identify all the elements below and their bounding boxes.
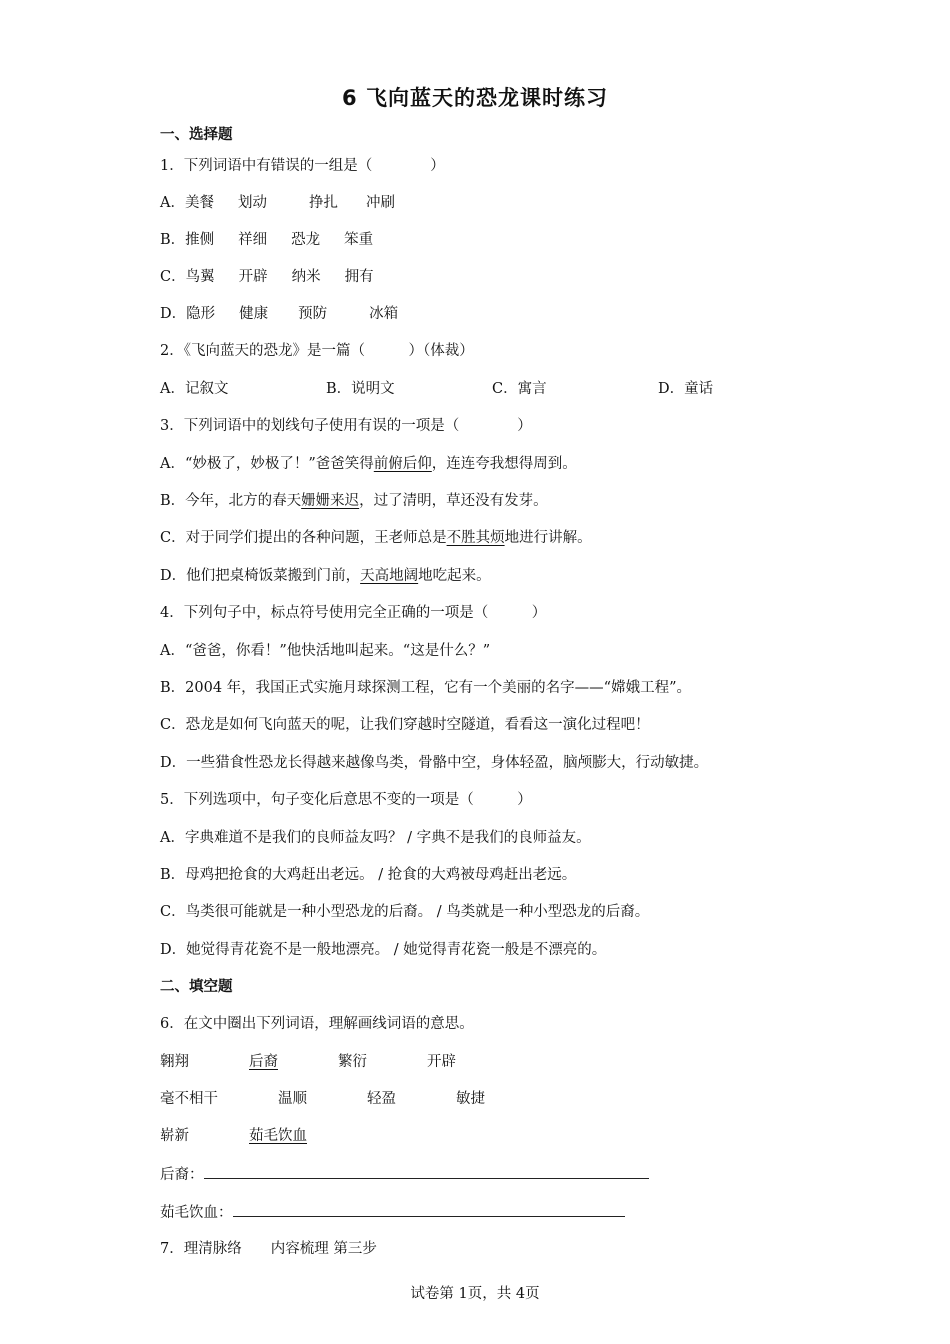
option-text: 地吃起来。 [418,568,491,584]
answer-blank[interactable] [233,1202,625,1217]
question-1-stem: 1．下列词语中有错误的一组是（ ） [160,158,445,174]
option-label: B． [160,232,186,248]
option-word: 隐形 [186,306,216,322]
question-3-option-d [160,566,491,586]
word-row-1 [160,1052,456,1072]
question-1-option-a [160,193,395,213]
word-row-3 [160,1126,307,1146]
option-label: A． [160,195,185,211]
option-text: B．今年，北方的春天 [160,493,302,509]
option-word: 冲刷 [365,195,395,211]
question-3-option-c [160,528,592,548]
section-heading-choice: 一、选择题 [160,127,233,143]
option-word: 划动 [237,195,267,211]
vocab-word-underlined: 茹毛饮血 [249,1128,307,1144]
answer-blank[interactable] [204,1164,649,1179]
question-5-stem: 5．下列选项中，句子变化后意思不变的一项是（ ） [160,792,532,808]
question-2-stem: 2．《飞向蓝天的恐龙》是一篇（ ）（体裁） [160,343,474,359]
option-text: ，过了清明，草还没有发芽。 [359,493,548,509]
answer-line-1 [160,1164,649,1185]
question-4-option-c: C．恐龙是如何飞向蓝天的呢，让我们穿越时空隧道，看看这一演化过程吧！ [160,717,650,733]
question-1-option-c [160,267,374,287]
underlined-phrase: 前俯后仰 [373,456,432,472]
option-label: D． [160,306,187,322]
option-word: 健康 [239,306,269,322]
option-word: 鸟翼 [185,269,215,285]
question-4-stem: 4．下列句子中，标点符号使用完全正确的一项是（ ） [160,605,547,621]
option-word: 推侧 [185,232,215,248]
section-heading-fill: 二、填空题 [160,979,233,995]
vocab-word: 敏捷 [456,1091,485,1107]
vocab-word: 温顺 [278,1091,307,1107]
question-1-option-b [160,230,373,250]
page-footer: 试卷第 1页，共 4页 [410,1286,540,1302]
question-2-option-c: C．寓言 [492,381,547,397]
option-text: D．他们把桌椅饭菜搬到门前， [160,568,361,584]
vocab-word: 毫不相干 [160,1091,218,1107]
question-4-option-d: D．一些猎食性恐龙长得越来越像鸟类，骨骼中空，身体轻盈，脑颅膨大，行动敏捷。 [160,755,709,771]
answer-label: 茹毛饮血： [160,1205,233,1221]
option-word: 美餐 [184,195,214,211]
question-5-option-c: C．鸟类很可能就是一种小型恐龙的后裔。 / 鸟类就是一种小型恐龙的后裔。 [160,904,650,920]
answer-label: 后裔： [160,1167,204,1183]
question-1-option-d [160,304,398,324]
question-2-option-d: D．童话 [658,381,714,397]
vocab-word: 崭新 [160,1128,189,1144]
option-text: 地进行讲解。 [504,530,592,546]
question-4-option-a: A．“爸爸，你看！”他快活地叫起来。“这是什么？” [160,643,491,659]
option-word: 恐龙 [291,232,321,248]
underlined-phrase: 姗姗来迟 [301,493,360,509]
question-3-option-b [160,491,548,511]
option-text: A．“妙极了，妙极了！”爸爸笑得 [160,456,374,472]
option-word: 预防 [298,306,328,322]
option-word: 开辟 [238,269,268,285]
question-4-option-b: B．2004 年，我国正式实施月球探测工程，它有一个美丽的名字——“嫦娥工程”。 [160,680,691,696]
vocab-word: 繁衍 [338,1054,367,1070]
question-3-stem: 3．下列词语中的划线句子使用有误的一项是（ ） [160,418,532,434]
underlined-phrase: 不胜其烦 [446,530,505,546]
option-word: 冰箱 [369,306,399,322]
question-5-option-a: A．字典难道不是我们的良师益友吗？ / 字典不是我们的良师益友。 [160,830,591,846]
option-label: C． [160,269,186,285]
question-2-option-a: A．记叙文 [160,381,229,397]
option-word: 笨重 [344,232,374,248]
option-word: 纳米 [291,269,321,285]
page-title: 6 飞向蓝天的恐龙课时练习 [342,86,608,110]
option-word: 挣扎 [308,195,338,211]
word-row-2 [160,1089,485,1109]
question-2-option-b: B．说明文 [326,381,395,397]
underlined-phrase: 天高地阔 [360,568,419,584]
question-5-option-b: B．母鸡把抢食的大鸡赶出老远。 / 抢食的大鸡被母鸡赶出老远。 [160,867,577,883]
option-text: ，连连夸我想得周到。 [431,456,577,472]
option-text: C．对于同学们提出的各种问题，王老师总是 [160,530,447,546]
question-5-option-d: D．她觉得青花瓷不是一般地漂亮。 / 她觉得青花瓷一般是不漂亮的。 [160,942,607,958]
vocab-word: 翱翔 [160,1054,189,1070]
question-7-stem: 7．理清脉络 内容梳理 第三步 [160,1241,377,1257]
answer-line-2 [160,1202,625,1223]
question-6-stem: 6．在文中圈出下列词语，理解画线词语的意思。 [160,1016,474,1032]
option-word: 拥有 [344,269,374,285]
option-word: 祥细 [238,232,268,248]
vocab-word: 开辟 [427,1054,456,1070]
vocab-word: 轻盈 [367,1091,396,1107]
question-3-option-a [160,454,577,474]
vocab-word-underlined: 后裔 [249,1054,278,1070]
